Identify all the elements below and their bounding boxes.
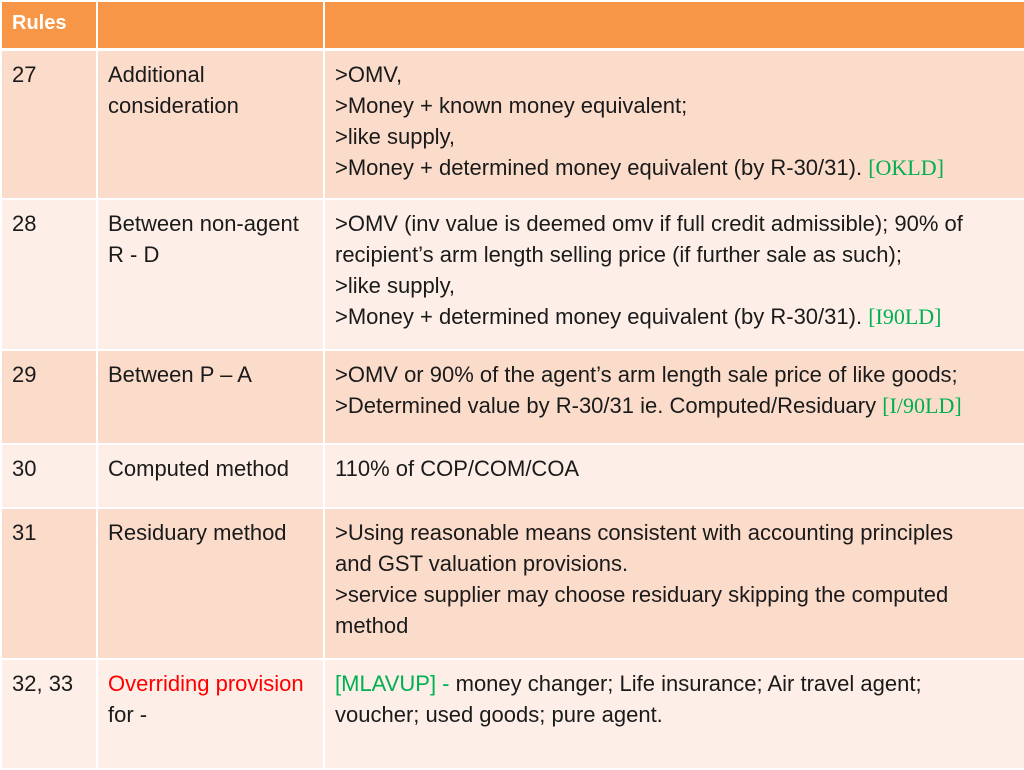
header-row [1, 1, 1024, 49]
desc-line: >Money + determined money equivalent (by R-30/31). [I90LD] [335, 304, 942, 329]
desc-line: recipient’s arm length selling price (if further sale as such); [335, 242, 902, 267]
topic-line: Computed method [108, 456, 289, 481]
rule-number: 31 [1, 508, 97, 659]
mnemonic-tag: [MLAVUP] - [335, 671, 456, 696]
rule-description [324, 350, 1024, 444]
mnemonic-tag: [I90LD] [868, 304, 942, 329]
rule-topic [97, 49, 324, 199]
rule-topic [97, 444, 324, 508]
rule-number: 30 [1, 444, 97, 508]
table-row [1, 49, 1024, 199]
mnemonic-tag: [OKLD] [868, 154, 944, 180]
desc-line: and GST valuation provisions. [335, 551, 629, 576]
rule-number: 32, 33 [1, 659, 97, 769]
overriding-provision-label: Overriding provision [108, 671, 304, 696]
rule-topic [97, 508, 324, 659]
rule-topic [97, 659, 324, 769]
header-topic [97, 1, 324, 49]
mnemonic-tag: [I/90LD] [882, 393, 962, 418]
rule-description [324, 199, 1024, 350]
header-description [324, 1, 1024, 49]
desc-line: 110% of COP/COM/COA [335, 456, 580, 481]
desc-line: >like supply, [335, 273, 456, 298]
rule-description [324, 659, 1024, 769]
desc-line: >Money + determined money equivalent (by R-30/31). [OKLD] [335, 154, 944, 180]
rule-description [324, 508, 1024, 659]
desc-line: >like supply, [335, 123, 456, 149]
topic-line: R - D [108, 242, 160, 267]
topic-line: Additional [108, 61, 205, 87]
header-rules: Rules [1, 1, 97, 49]
rule-description [324, 49, 1024, 199]
desc-line: [MLAVUP] - money changer; Life insurance; Air travel agent; [335, 671, 922, 696]
desc-line: >OMV or 90% of the agent’s arm length sale price of like goods; [335, 362, 958, 387]
desc-line: >service supplier may choose residuary skipping the computed [335, 582, 949, 607]
rule-topic [97, 350, 324, 444]
table-row [1, 444, 1024, 508]
rule-topic [97, 199, 324, 350]
desc-line: >Using reasonable means consistent with accounting principles [335, 520, 954, 545]
topic-line: Between non-agent [108, 211, 299, 236]
topic-suffix: for - [108, 702, 148, 727]
table-row [1, 508, 1024, 659]
desc-line: >Determined value by R-30/31 ie. Computed/Residuary [I/90LD] [335, 393, 962, 418]
rule-number: 27 [1, 49, 97, 199]
table-row [1, 199, 1024, 350]
rule-description [324, 444, 1024, 508]
desc-line: method [335, 613, 409, 638]
desc-line: >OMV (inv value is deemed omv if full credit admissible); 90% of [335, 211, 963, 236]
topic-line: consideration [108, 92, 239, 118]
topic-line: Residuary method [108, 520, 287, 545]
rule-number: 28 [1, 199, 97, 350]
desc-line: voucher; used goods; pure agent. [335, 702, 663, 727]
table-row [1, 350, 1024, 444]
topic-line: Between P – A [108, 362, 252, 387]
table-row [1, 659, 1024, 769]
desc-line: >OMV, [335, 61, 403, 87]
desc-line: >Money + known money equivalent; [335, 92, 688, 118]
rule-number: 29 [1, 350, 97, 444]
